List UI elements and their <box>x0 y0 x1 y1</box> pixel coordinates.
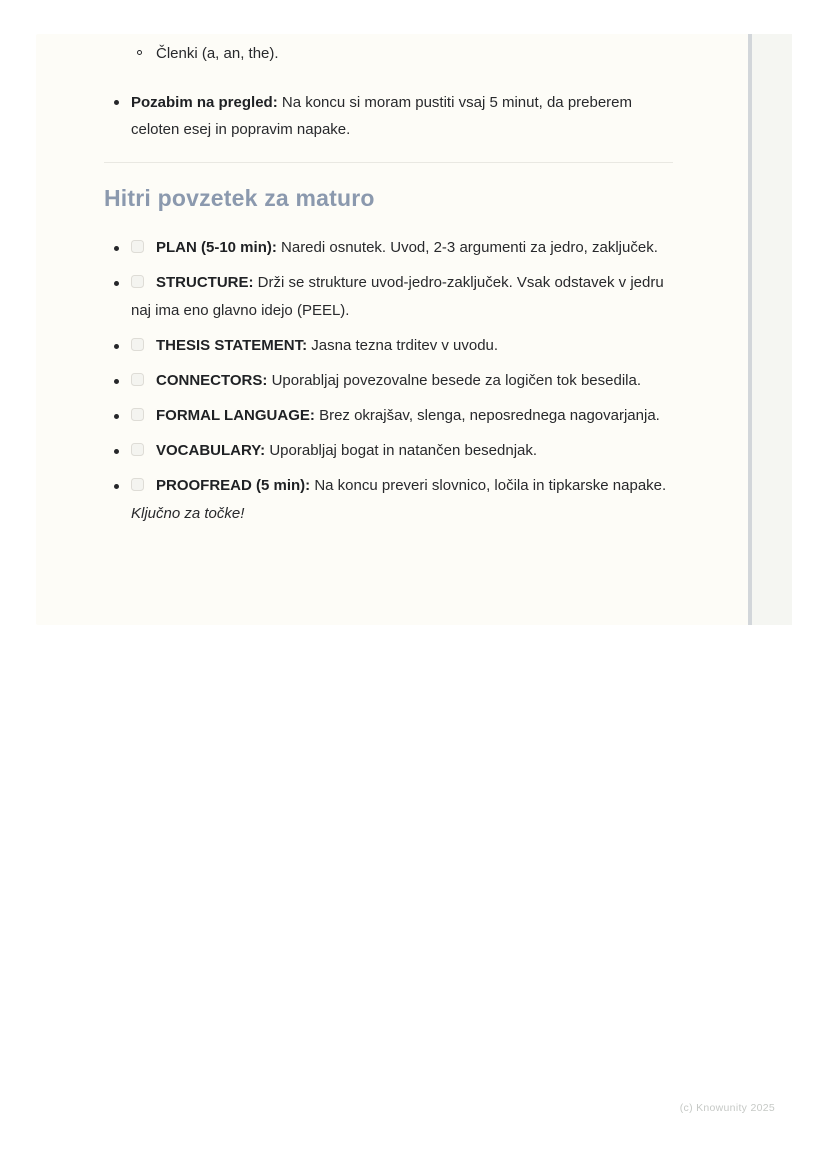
dot-bullet-icon <box>114 100 119 105</box>
dot-bullet-icon <box>114 281 119 286</box>
page-scrollbar-thumb[interactable] <box>748 34 752 625</box>
checklist-item-vocabulary <box>104 437 674 465</box>
item-text: Drži se strukture uvod-jedro-zaključek. Vsak odstavek v jedru naj ima eno glavno idejo (PEEL). <box>131 274 664 319</box>
item-label: STRUCTURE: <box>156 274 254 291</box>
dot-bullet-icon <box>114 246 119 251</box>
page-scrollbar-track[interactable] <box>752 34 792 625</box>
dot-bullet-icon <box>114 379 119 384</box>
checklist-item-thesis <box>104 332 674 360</box>
item-label: PLAN (5-10 min): <box>156 239 277 256</box>
dot-bullet-icon <box>114 449 119 454</box>
circle-bullet-icon <box>137 50 142 55</box>
dot-bullet-icon <box>114 414 119 419</box>
item-text: Na koncu preveri slovnico, ločila in tipkarske napake. <box>314 477 667 494</box>
checkbox-unchecked[interactable] <box>131 478 144 491</box>
checkbox-unchecked[interactable] <box>131 408 144 421</box>
item-text: Jasna tezna trditev v uvodu. <box>311 337 499 354</box>
checklist-item-formal-language <box>104 402 674 430</box>
checklist-item-plan <box>104 234 674 262</box>
item-text: Brez okrajšav, slenga, neposrednega nagovarjanja. <box>319 407 660 424</box>
matura-checklist <box>104 234 674 528</box>
item-label: THESIS STATEMENT: <box>156 337 308 354</box>
item-label: PROOFREAD (5 min): <box>156 477 311 494</box>
checkbox-unchecked[interactable] <box>131 373 144 386</box>
item-label: VOCABULARY: <box>156 442 266 459</box>
checkbox-unchecked[interactable] <box>131 338 144 351</box>
list-item <box>104 42 674 66</box>
document-content <box>104 42 674 528</box>
section-heading: Hitri povzetek za maturo <box>104 185 375 211</box>
grammar-sublist <box>104 42 674 66</box>
item-text: Na koncu si moram pustiti vsaj 5 minut, da preberem celoten esej in popravim napake. <box>131 94 633 138</box>
document-page-card <box>36 34 792 625</box>
item-label: Pozabim na pregled: <box>131 94 278 111</box>
sub-item-text: Členki (a, an, the). <box>156 45 279 62</box>
copyright-credit: (c) Knowunity 2025 <box>679 1102 775 1114</box>
mistakes-list <box>104 89 674 143</box>
checkbox-unchecked[interactable] <box>131 275 144 288</box>
item-emphasis: Ključno za točke! <box>131 505 245 522</box>
checklist-item-proofread <box>104 472 674 528</box>
checkbox-unchecked[interactable] <box>131 443 144 456</box>
section-divider <box>104 162 673 163</box>
item-text: Naredi osnutek. Uvod, 2-3 argumenti za jedro, zaključek. <box>281 239 658 256</box>
item-text: Uporabljaj bogat in natančen besednjak. <box>269 442 538 459</box>
checklist-item-structure <box>104 269 674 325</box>
checkbox-unchecked[interactable] <box>131 240 144 253</box>
item-label: FORMAL LANGUAGE: <box>156 407 315 424</box>
dot-bullet-icon <box>114 344 119 349</box>
dot-bullet-icon <box>114 484 119 489</box>
list-item <box>104 89 674 143</box>
item-text: Uporabljaj povezovalne besede za logičen tok besedila. <box>271 372 641 389</box>
checklist-item-connectors <box>104 367 674 395</box>
item-label: CONNECTORS: <box>156 372 268 389</box>
